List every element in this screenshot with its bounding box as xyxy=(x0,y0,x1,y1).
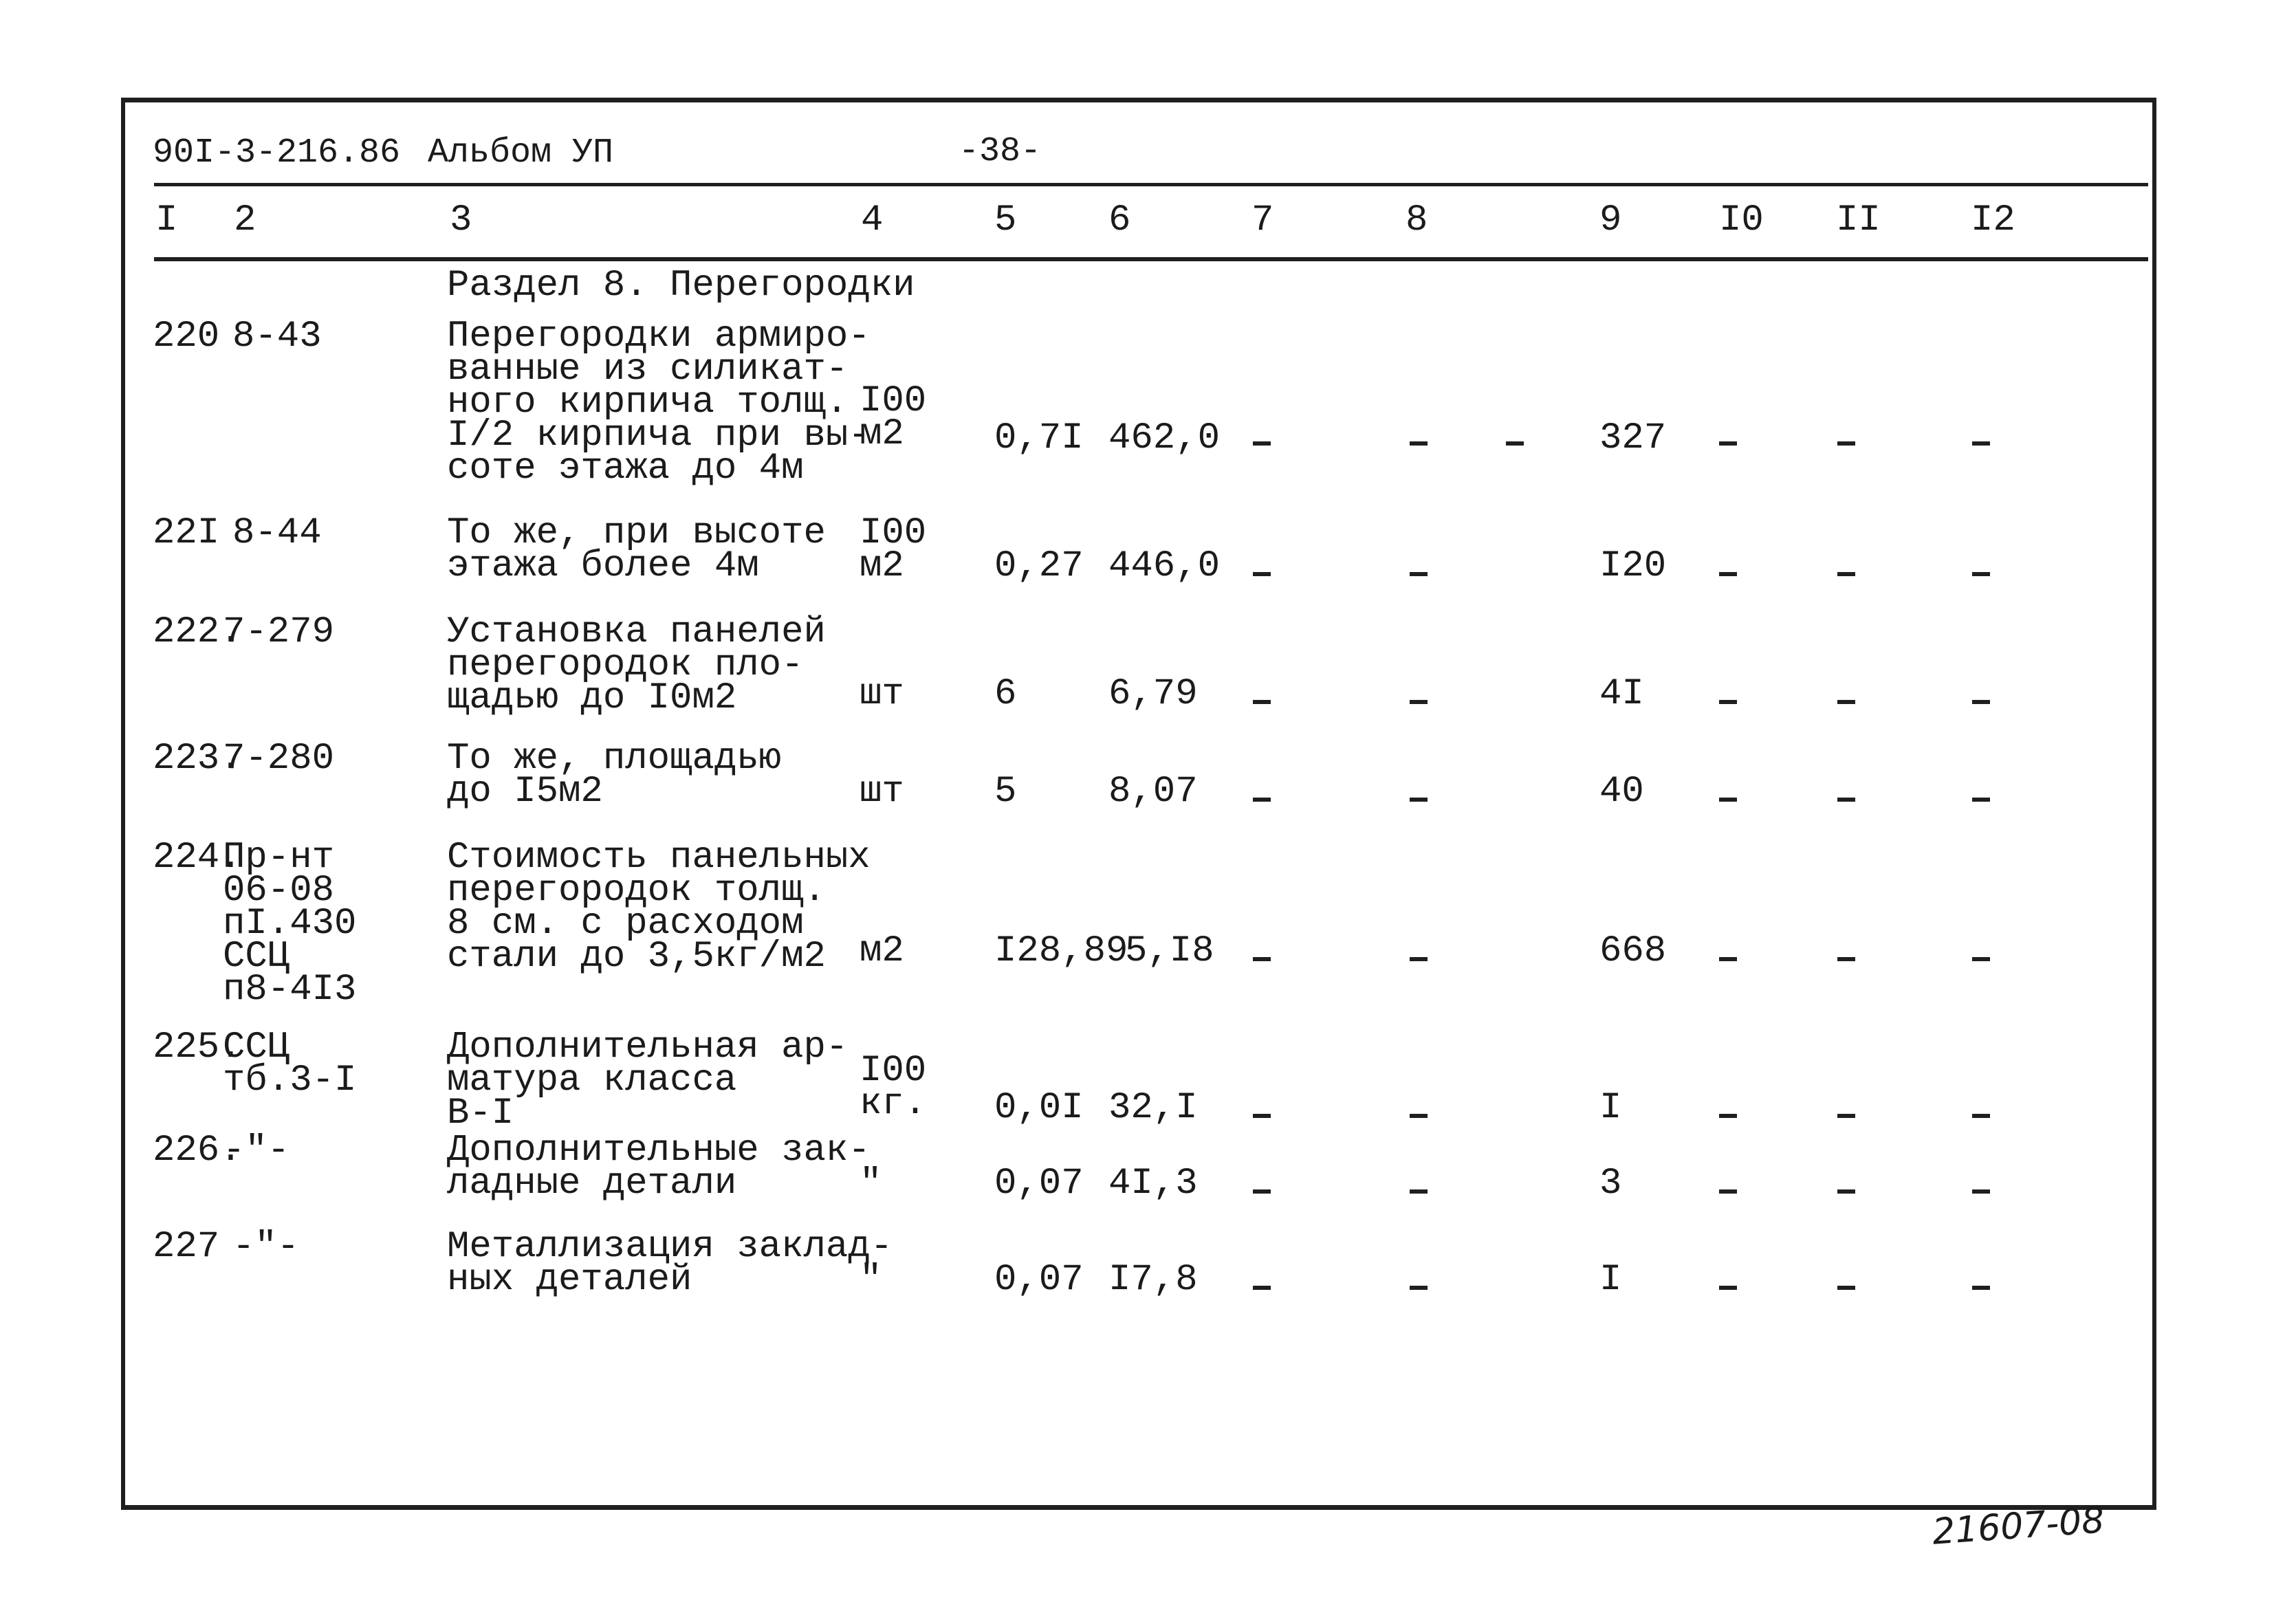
column-number: 2 xyxy=(234,199,256,241)
unit: шт xyxy=(860,771,904,813)
empty-cell-dash xyxy=(1837,1286,1855,1290)
unit-cost: 8,07 xyxy=(1108,771,1198,813)
row-number: 22I xyxy=(153,512,220,554)
column-number: 6 xyxy=(1108,199,1131,241)
column-rule xyxy=(154,257,2148,261)
norm-code: -"- xyxy=(223,1130,290,1172)
norm-code: 7-279 xyxy=(223,611,335,653)
empty-cell-dash xyxy=(1719,1114,1737,1118)
empty-cell-dash xyxy=(1719,441,1737,446)
empty-cell-dash xyxy=(1253,1114,1271,1118)
unit-cost: I7,8 xyxy=(1108,1259,1198,1301)
empty-cell-dash xyxy=(1410,1189,1428,1194)
quantity: 0,7I xyxy=(994,417,1084,459)
quantity: 0,07 xyxy=(994,1259,1084,1301)
empty-cell-dash xyxy=(1253,700,1271,704)
empty-cell-dash xyxy=(1410,441,1428,446)
column-number: I2 xyxy=(1971,199,2015,241)
norm-code: 7-280 xyxy=(223,738,335,780)
row-number: 224. xyxy=(153,837,242,879)
col9-value: 327 xyxy=(1599,417,1667,459)
norm-code: 8-43 xyxy=(232,316,322,358)
unit-cost: 462,0 xyxy=(1108,417,1221,459)
col9-value: 40 xyxy=(1599,771,1644,813)
empty-cell-dash xyxy=(1253,1286,1271,1290)
work-description: Перегородки армиро- ванные из силикат- ного кирпича толщ. I/2 кирпича при вы- соте этажа до 4м xyxy=(447,316,871,490)
quantity: 5 xyxy=(994,771,1017,813)
empty-cell-dash xyxy=(1972,1189,1990,1194)
empty-cell-dash xyxy=(1253,1189,1271,1194)
row-number: 223. xyxy=(153,738,242,780)
quantity: 0,07 xyxy=(994,1163,1084,1205)
unit: " xyxy=(860,1163,882,1205)
doc-code: 90I-3-216.86 xyxy=(153,133,401,173)
col9-value: 3 xyxy=(1599,1163,1622,1205)
empty-cell-dash xyxy=(1719,572,1737,576)
empty-cell-dash xyxy=(1410,957,1428,961)
empty-cell-dash xyxy=(1410,1114,1428,1118)
empty-cell-dash xyxy=(1972,441,1990,446)
unit: шт xyxy=(860,673,904,715)
empty-cell-dash xyxy=(1972,1114,1990,1118)
column-number: 4 xyxy=(861,199,884,241)
norm-code: Пр-нт 06-08 пI.430 ССЦ п8-4I3 xyxy=(223,837,357,1011)
empty-cell-dash xyxy=(1837,1189,1855,1194)
unit-cost: 446,0 xyxy=(1108,545,1221,587)
empty-cell-dash xyxy=(1972,1286,1990,1290)
empty-cell-dash xyxy=(1972,572,1990,576)
empty-cell-dash xyxy=(1837,441,1855,446)
empty-cell-dash xyxy=(1410,1286,1428,1290)
empty-cell-dash xyxy=(1837,798,1855,802)
work-description: Стоимость панельных перегородок толщ. 8 см. с расходом стали до 3,5кг/м2 xyxy=(447,837,871,978)
unit: I00 кг. xyxy=(860,1050,927,1125)
empty-cell-dash xyxy=(1506,441,1524,446)
row-number: 222. xyxy=(153,611,242,653)
column-number: 9 xyxy=(1599,199,1622,241)
empty-cell-dash xyxy=(1972,957,1990,961)
row-number: 220 xyxy=(153,316,220,358)
column-number: 3 xyxy=(450,199,472,241)
row-number: 226. xyxy=(153,1130,242,1172)
col9-value: I xyxy=(1599,1259,1622,1301)
empty-cell-dash xyxy=(1837,700,1855,704)
empty-cell-dash xyxy=(1837,957,1855,961)
col9-value: 4I xyxy=(1599,673,1644,715)
row-number: 225. xyxy=(153,1027,242,1068)
quantity: 0,0I xyxy=(994,1087,1084,1129)
work-description: Установка панелей перегородок пло- щадью до I0м2 xyxy=(447,611,826,719)
column-number: 7 xyxy=(1251,199,1274,241)
empty-cell-dash xyxy=(1719,700,1737,704)
section-title: Раздел 8. Перегородки xyxy=(447,265,915,307)
unit-cost: 6,79 xyxy=(1108,673,1198,715)
header-rule xyxy=(154,183,2148,186)
album-label: Альбом УП xyxy=(428,133,614,173)
col9-value: I20 xyxy=(1599,545,1667,587)
norm-code: ССЦ тб.3-I xyxy=(223,1027,357,1101)
empty-cell-dash xyxy=(1410,798,1428,802)
work-description: Дополнительные зак- ладные детали xyxy=(447,1130,871,1205)
page-number: -38- xyxy=(959,132,1042,171)
work-description: Металлизация заклад- ных деталей xyxy=(447,1226,893,1301)
work-description: То же, при высоте этажа более 4м xyxy=(447,512,826,587)
empty-cell-dash xyxy=(1253,441,1271,446)
col9-value: 668 xyxy=(1599,930,1667,972)
unit: " xyxy=(860,1259,882,1301)
empty-cell-dash xyxy=(1253,572,1271,576)
archive-stamp: 21607-08 xyxy=(1931,1500,2106,1553)
unit: I00 м2 xyxy=(860,512,927,587)
empty-cell-dash xyxy=(1719,1189,1737,1194)
col9-value: I xyxy=(1599,1087,1622,1129)
column-number: I xyxy=(155,199,178,241)
column-number: 5 xyxy=(994,199,1017,241)
norm-code: 8-44 xyxy=(232,512,322,554)
column-number: I0 xyxy=(1719,199,1764,241)
quantity: I28,89 xyxy=(994,930,1128,972)
unit: м2 xyxy=(860,930,904,972)
empty-cell-dash xyxy=(1972,700,1990,704)
row-number: 227 xyxy=(153,1226,220,1268)
work-description: То же, площадью до I5м2 xyxy=(447,738,782,813)
unit-cost: 32,I xyxy=(1108,1087,1198,1129)
empty-cell-dash xyxy=(1410,572,1428,576)
unit-cost: 4I,3 xyxy=(1108,1163,1198,1205)
empty-cell-dash xyxy=(1253,798,1271,802)
unit-cost: 5,I8 xyxy=(1125,930,1214,972)
empty-cell-dash xyxy=(1719,798,1737,802)
empty-cell-dash xyxy=(1837,572,1855,576)
quantity: 6 xyxy=(994,673,1017,715)
column-number: 8 xyxy=(1406,199,1428,241)
unit: I00 м2 xyxy=(860,380,927,455)
empty-cell-dash xyxy=(1719,1286,1737,1290)
empty-cell-dash xyxy=(1837,1114,1855,1118)
column-number: II xyxy=(1836,199,1881,241)
empty-cell-dash xyxy=(1972,798,1990,802)
empty-cell-dash xyxy=(1719,957,1737,961)
empty-cell-dash xyxy=(1410,700,1428,704)
empty-cell-dash xyxy=(1253,957,1271,961)
work-description: Дополнительная ар- матура класса В-I xyxy=(447,1027,849,1134)
quantity: 0,27 xyxy=(994,545,1084,587)
norm-code: -"- xyxy=(232,1226,300,1268)
